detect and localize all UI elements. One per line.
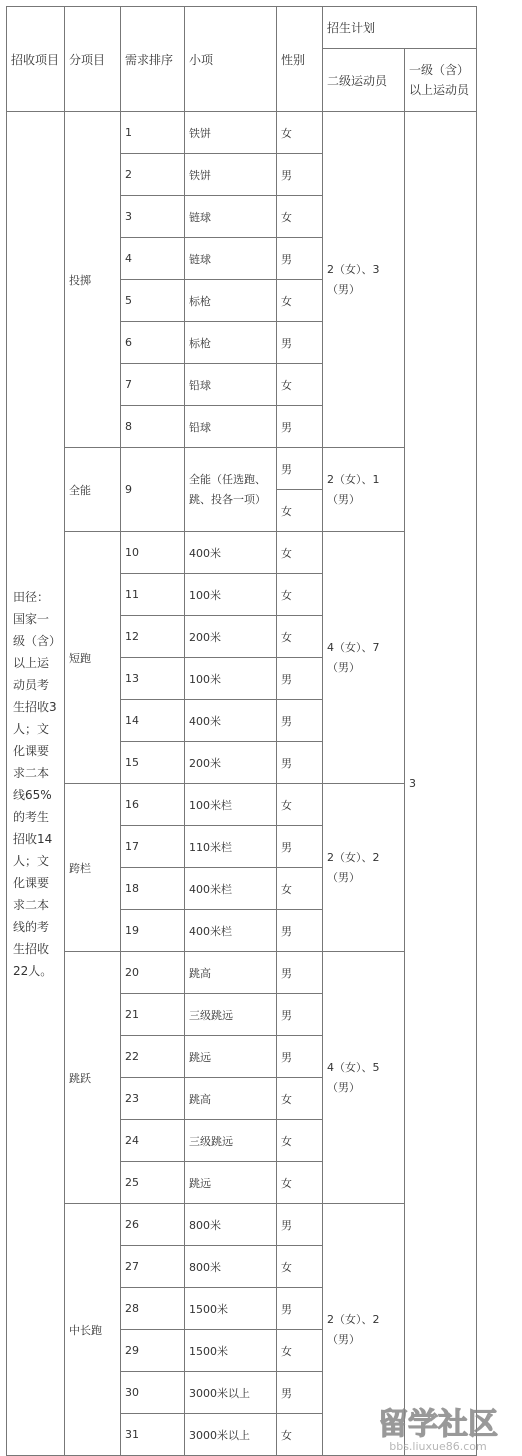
gender-cell: 男 xyxy=(277,658,323,700)
order-cell: 26 xyxy=(121,1204,185,1246)
order-cell: 4 xyxy=(121,238,185,280)
plan-level2-cell: 2（女）、1（男） xyxy=(323,448,405,532)
item-cell: 三级跳远 xyxy=(185,994,277,1036)
gender-cell: 男 xyxy=(277,1204,323,1246)
plan-level2-cell: 4（女）、7（男） xyxy=(323,532,405,784)
item-cell: 标枪 xyxy=(185,280,277,322)
gender-cell: 女 xyxy=(277,112,323,154)
order-cell: 28 xyxy=(121,1288,185,1330)
item-cell: 100米 xyxy=(185,658,277,700)
gender-cell: 男 xyxy=(277,952,323,994)
item-cell: 200米 xyxy=(185,742,277,784)
order-cell: 31 xyxy=(121,1414,185,1456)
gender-cell: 男 xyxy=(277,994,323,1036)
gender-cell: 男 xyxy=(277,1036,323,1078)
gender-cell: 女 xyxy=(277,616,323,658)
subproject-cell: 跳跃 xyxy=(65,952,121,1204)
order-cell: 17 xyxy=(121,826,185,868)
order-cell: 23 xyxy=(121,1078,185,1120)
item-cell: 400米栏 xyxy=(185,910,277,952)
header-plan: 招生计划 xyxy=(323,7,477,49)
gender-cell: 男 xyxy=(277,910,323,952)
subproject-cell: 短跑 xyxy=(65,532,121,784)
gender-cell: 男 xyxy=(277,826,323,868)
subproject-cell: 投掷 xyxy=(65,112,121,448)
item-cell: 跳高 xyxy=(185,952,277,994)
gender-cell: 男 xyxy=(277,742,323,784)
gender-cell: 男 xyxy=(277,238,323,280)
item-cell: 100米 xyxy=(185,574,277,616)
gender-cell: 女 xyxy=(277,1414,323,1456)
order-cell: 7 xyxy=(121,364,185,406)
header-level2: 二级运动员 xyxy=(323,49,405,112)
order-cell: 8 xyxy=(121,406,185,448)
subproject-cell: 全能 xyxy=(65,448,121,532)
order-cell: 15 xyxy=(121,742,185,784)
item-cell: 3000米以上 xyxy=(185,1414,277,1456)
watermark-logo xyxy=(358,1402,518,1454)
item-cell: 全能（任选跑、跳、投各一项） xyxy=(185,448,277,532)
gender-cell: 男 xyxy=(277,406,323,448)
item-cell: 200米 xyxy=(185,616,277,658)
gender-cell: 女 xyxy=(277,532,323,574)
gender-cell: 男 xyxy=(277,448,323,490)
subproject-cell: 跨栏 xyxy=(65,784,121,952)
item-cell: 跳远 xyxy=(185,1162,277,1204)
enrollment-table xyxy=(6,6,477,1456)
plan-level2-cell: 2（女）、2（男） xyxy=(323,1204,405,1456)
order-cell: 5 xyxy=(121,280,185,322)
header-gender: 性别 xyxy=(277,7,323,112)
item-cell: 铁饼 xyxy=(185,112,277,154)
gender-cell: 女 xyxy=(277,490,323,532)
gender-cell: 男 xyxy=(277,1288,323,1330)
item-cell: 铅球 xyxy=(185,364,277,406)
gender-cell: 女 xyxy=(277,868,323,910)
gender-cell: 女 xyxy=(277,364,323,406)
order-cell: 12 xyxy=(121,616,185,658)
gender-cell: 男 xyxy=(277,1372,323,1414)
plan-level1-cell: 3 xyxy=(405,112,477,1456)
order-cell: 13 xyxy=(121,658,185,700)
gender-cell: 男 xyxy=(277,154,323,196)
order-cell: 9 xyxy=(121,448,185,532)
order-cell: 11 xyxy=(121,574,185,616)
item-cell: 1500米 xyxy=(185,1288,277,1330)
order-cell: 6 xyxy=(121,322,185,364)
item-cell: 400米栏 xyxy=(185,868,277,910)
category-cell: 田径：国家一级（含）以上运动员考生招收3人；文化课要求二本线65%的考生招收14人；文化课要求二本线的考生招收22人。 xyxy=(7,112,65,1456)
order-cell: 19 xyxy=(121,910,185,952)
gender-cell: 女 xyxy=(277,280,323,322)
item-cell: 三级跳远 xyxy=(185,1120,277,1162)
order-cell: 20 xyxy=(121,952,185,994)
item-cell: 400米 xyxy=(185,532,277,574)
item-cell: 800米 xyxy=(185,1204,277,1246)
gender-cell: 女 xyxy=(277,1162,323,1204)
order-cell: 21 xyxy=(121,994,185,1036)
item-cell: 链球 xyxy=(185,196,277,238)
order-cell: 16 xyxy=(121,784,185,826)
watermark-url: bbs.liuxue86.com xyxy=(389,1440,487,1453)
watermark-text: 留学社区 xyxy=(378,1407,498,1442)
order-cell: 3 xyxy=(121,196,185,238)
table-row xyxy=(7,112,477,154)
gender-cell: 女 xyxy=(277,196,323,238)
item-cell: 铁饼 xyxy=(185,154,277,196)
header-order: 需求排序 xyxy=(121,7,185,112)
header-project: 招收项目 xyxy=(7,7,65,112)
gender-cell: 女 xyxy=(277,1078,323,1120)
subproject-cell: 中长跑 xyxy=(65,1204,121,1456)
header-level1: 一级（含）以上运动员 xyxy=(405,49,477,112)
header-item: 小项 xyxy=(185,7,277,112)
item-cell: 跳远 xyxy=(185,1036,277,1078)
plan-level2-cell: 2（女）、3（男） xyxy=(323,112,405,448)
item-cell: 3000米以上 xyxy=(185,1372,277,1414)
item-cell: 链球 xyxy=(185,238,277,280)
gender-cell: 女 xyxy=(277,574,323,616)
gender-cell: 女 xyxy=(277,1246,323,1288)
item-cell: 铅球 xyxy=(185,406,277,448)
header-subproject: 分项目 xyxy=(65,7,121,112)
gender-cell: 男 xyxy=(277,700,323,742)
order-cell: 18 xyxy=(121,868,185,910)
order-cell: 30 xyxy=(121,1372,185,1414)
plan-level2-cell: 2（女）、2（男） xyxy=(323,784,405,952)
item-cell: 400米 xyxy=(185,700,277,742)
item-cell: 100米栏 xyxy=(185,784,277,826)
item-cell: 1500米 xyxy=(185,1330,277,1372)
order-cell: 1 xyxy=(121,112,185,154)
gender-cell: 男 xyxy=(277,322,323,364)
order-cell: 22 xyxy=(121,1036,185,1078)
order-cell: 27 xyxy=(121,1246,185,1288)
order-cell: 10 xyxy=(121,532,185,574)
order-cell: 24 xyxy=(121,1120,185,1162)
order-cell: 29 xyxy=(121,1330,185,1372)
gender-cell: 女 xyxy=(277,1330,323,1372)
gender-cell: 女 xyxy=(277,784,323,826)
item-cell: 标枪 xyxy=(185,322,277,364)
gender-cell: 女 xyxy=(277,1120,323,1162)
order-cell: 14 xyxy=(121,700,185,742)
order-cell: 25 xyxy=(121,1162,185,1204)
order-cell: 2 xyxy=(121,154,185,196)
item-cell: 跳高 xyxy=(185,1078,277,1120)
item-cell: 110米栏 xyxy=(185,826,277,868)
plan-level2-cell: 4（女）、5（男） xyxy=(323,952,405,1204)
item-cell: 800米 xyxy=(185,1246,277,1288)
